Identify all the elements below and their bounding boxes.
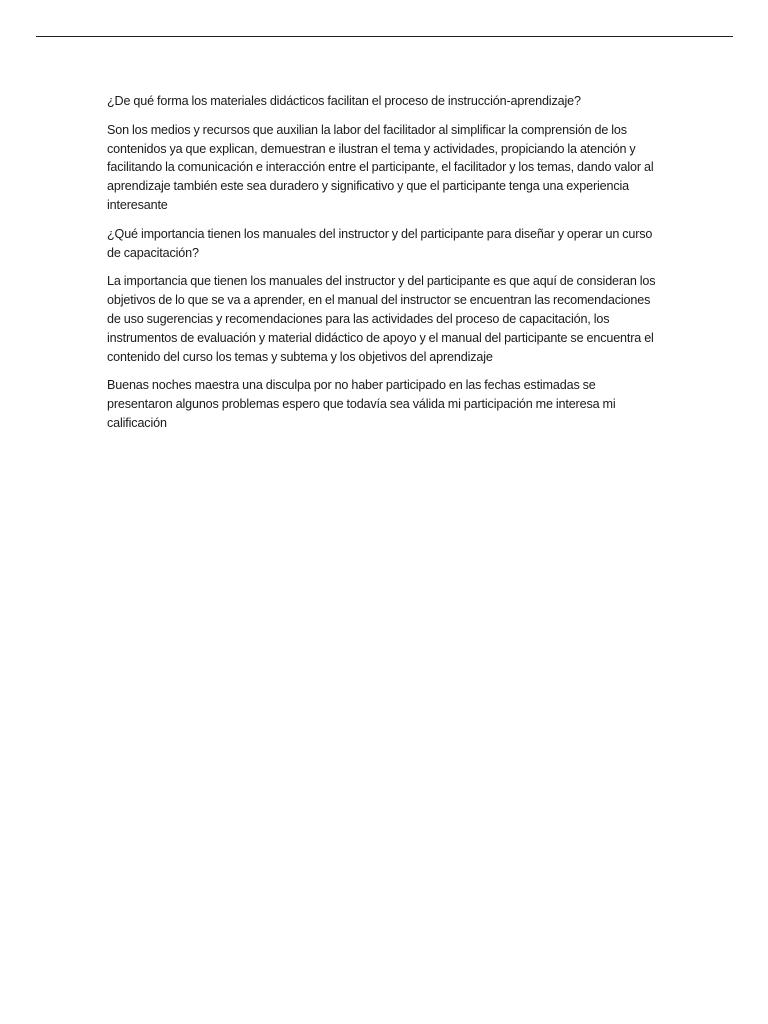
closing-note: Buenas noches maestra una disculpa por no haber participado en las fechas estimadas se presentaron algunos problemas espero que todavía sea válida mi participación me interesa mi calificación xyxy=(107,378,616,430)
answer-2: La importancia que tienen los manuales del instructor y del participante es que aquí de consideran los objetivos de lo que se va a aprender, en el manual del instructor se encuentran las recomendaciones de uso sugerencias y recomendaciones para las actividades del proceso de capacitación, los instrumentos de evaluación y material didáctico de apoyo y el manual del participante se encuentra el contenido del curso los temas y subtema y los objetivos del aprendizaje xyxy=(107,274,656,364)
question-2: ¿Qué importancia tienen los manuales del instructor y del participante para diseñar y operar un curso de capacitación? xyxy=(107,226,653,260)
header-rule xyxy=(36,36,733,37)
question-1: ¿De qué forma los materiales didácticos facilitan el proceso de instrucción-aprendizaje? xyxy=(107,94,581,108)
answer-1: Son los medios y recursos que auxilian la labor del facilitador al simplificar la comprensión de los contenidos ya que explican, demuestran e ilustran el tema y actividades, propiciando la atención y facilitando la comunicación e interacción entre el participante, el facilitador y los temas, dando valor al aprendizaje también este sea duradero y significativo y que el participante tenga una experiencia interesante xyxy=(107,122,654,212)
document-body xyxy=(107,92,663,443)
